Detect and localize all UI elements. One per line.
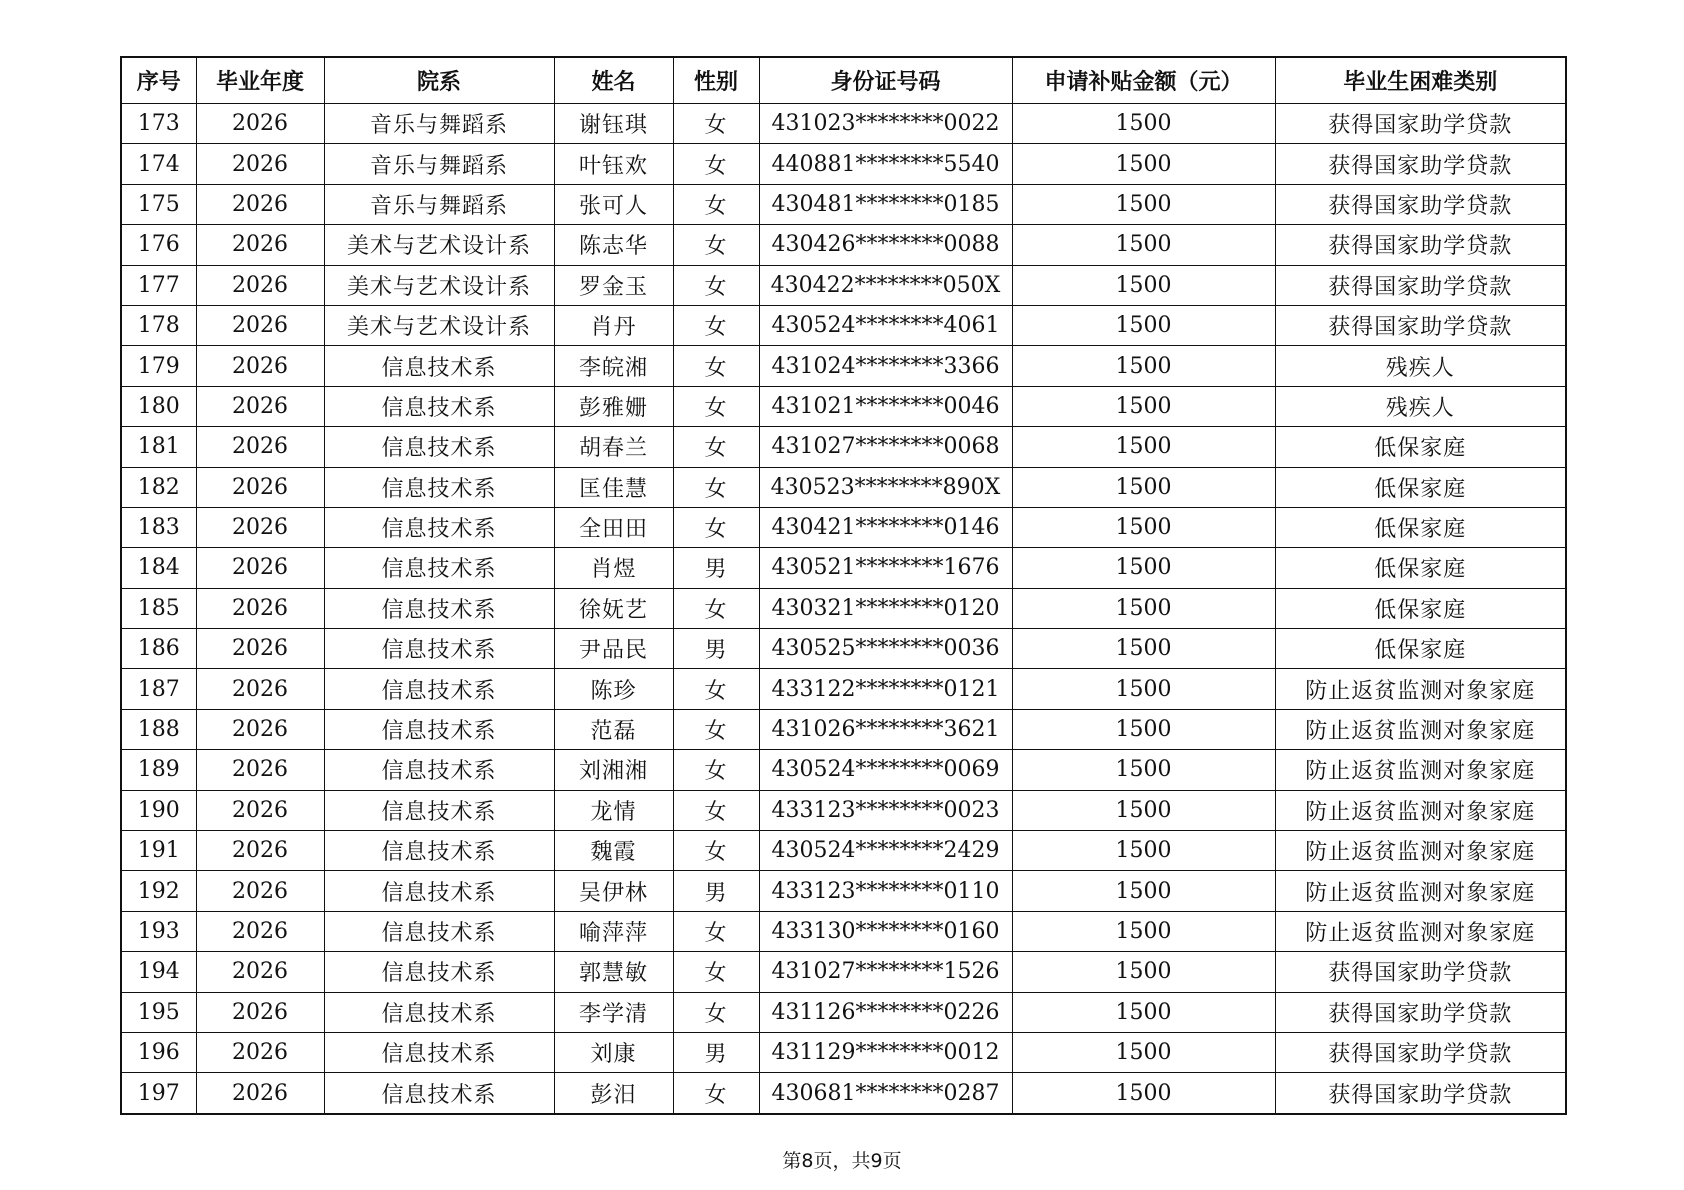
cell-department: 信息技术系 xyxy=(324,1032,554,1072)
cell-id-number: 431023********0022 xyxy=(759,104,1012,144)
cell-index: 197 xyxy=(121,1073,196,1114)
cell-department: 信息技术系 xyxy=(324,346,554,386)
cell-department: 信息技术系 xyxy=(324,629,554,669)
cell-gender: 女 xyxy=(673,305,759,345)
cell-difficulty-category: 获得国家助学贷款 xyxy=(1275,144,1566,184)
cell-subsidy-amount: 1500 xyxy=(1012,1032,1275,1072)
cell-department: 信息技术系 xyxy=(324,952,554,992)
cell-id-number: 431027********1526 xyxy=(759,952,1012,992)
cell-subsidy-amount: 1500 xyxy=(1012,709,1275,749)
cell-difficulty-category: 低保家庭 xyxy=(1275,629,1566,669)
cell-subsidy-amount: 1500 xyxy=(1012,548,1275,588)
cell-id-number: 431026********3621 xyxy=(759,709,1012,749)
cell-index: 189 xyxy=(121,750,196,790)
cell-gender: 女 xyxy=(673,265,759,305)
cell-index: 180 xyxy=(121,386,196,426)
cell-grad-year: 2026 xyxy=(196,346,324,386)
cell-gender: 女 xyxy=(673,709,759,749)
cell-grad-year: 2026 xyxy=(196,709,324,749)
cell-gender: 女 xyxy=(673,831,759,871)
cell-grad-year: 2026 xyxy=(196,831,324,871)
cell-difficulty-category: 获得国家助学贷款 xyxy=(1275,225,1566,265)
cell-difficulty-category: 获得国家助学贷款 xyxy=(1275,1032,1566,1072)
cell-department: 信息技术系 xyxy=(324,871,554,911)
cell-difficulty-category: 获得国家助学贷款 xyxy=(1275,1073,1566,1114)
cell-subsidy-amount: 1500 xyxy=(1012,184,1275,224)
cell-gender: 女 xyxy=(673,225,759,265)
cell-index: 193 xyxy=(121,911,196,951)
cell-department: 美术与艺术设计系 xyxy=(324,305,554,345)
cell-subsidy-amount: 1500 xyxy=(1012,346,1275,386)
cell-difficulty-category: 防止返贫监测对象家庭 xyxy=(1275,831,1566,871)
cell-index: 184 xyxy=(121,548,196,588)
cell-gender: 女 xyxy=(673,144,759,184)
cell-id-number: 431126********0226 xyxy=(759,992,1012,1032)
cell-index: 191 xyxy=(121,831,196,871)
cell-department: 信息技术系 xyxy=(324,1073,554,1114)
cell-id-number: 430521********1676 xyxy=(759,548,1012,588)
cell-id-number: 430421********0146 xyxy=(759,507,1012,547)
cell-index: 187 xyxy=(121,669,196,709)
cell-grad-year: 2026 xyxy=(196,144,324,184)
cell-id-number: 433123********0023 xyxy=(759,790,1012,830)
cell-department: 美术与艺术设计系 xyxy=(324,225,554,265)
cell-subsidy-amount: 1500 xyxy=(1012,790,1275,830)
cell-grad-year: 2026 xyxy=(196,992,324,1032)
cell-subsidy-amount: 1500 xyxy=(1012,952,1275,992)
cell-subsidy-amount: 1500 xyxy=(1012,911,1275,951)
header-difficulty-category: 毕业生困难类别 xyxy=(1275,57,1566,104)
cell-name: 叶钰欢 xyxy=(554,144,673,184)
cell-name: 肖丹 xyxy=(554,305,673,345)
cell-index: 174 xyxy=(121,144,196,184)
cell-department: 信息技术系 xyxy=(324,669,554,709)
cell-name: 郭慧敏 xyxy=(554,952,673,992)
cell-id-number: 433130********0160 xyxy=(759,911,1012,951)
cell-difficulty-category: 防止返贫监测对象家庭 xyxy=(1275,790,1566,830)
cell-gender: 男 xyxy=(673,1032,759,1072)
cell-subsidy-amount: 1500 xyxy=(1012,629,1275,669)
cell-name: 龙情 xyxy=(554,790,673,830)
cell-department: 信息技术系 xyxy=(324,467,554,507)
cell-name: 喻萍萍 xyxy=(554,911,673,951)
table-row xyxy=(121,427,1566,467)
table-row xyxy=(121,548,1566,588)
cell-index: 186 xyxy=(121,629,196,669)
cell-index: 177 xyxy=(121,265,196,305)
cell-name: 罗金玉 xyxy=(554,265,673,305)
cell-id-number: 433123********0110 xyxy=(759,871,1012,911)
table-row xyxy=(121,1073,1566,1114)
cell-department: 信息技术系 xyxy=(324,548,554,588)
table-row xyxy=(121,386,1566,426)
cell-department: 信息技术系 xyxy=(324,992,554,1032)
header-subsidy-amount: 申请补贴金额（元） xyxy=(1012,57,1275,104)
cell-subsidy-amount: 1500 xyxy=(1012,831,1275,871)
cell-id-number: 430523********890X xyxy=(759,467,1012,507)
cell-id-number: 440881********5540 xyxy=(759,144,1012,184)
page-number: 第8页，共9页 xyxy=(782,1150,902,1172)
cell-subsidy-amount: 1500 xyxy=(1012,1073,1275,1114)
cell-index: 192 xyxy=(121,871,196,911)
cell-department: 音乐与舞蹈系 xyxy=(324,184,554,224)
cell-index: 185 xyxy=(121,588,196,628)
cell-grad-year: 2026 xyxy=(196,669,324,709)
table-row xyxy=(121,790,1566,830)
cell-department: 信息技术系 xyxy=(324,386,554,426)
table-row xyxy=(121,709,1566,749)
cell-index: 175 xyxy=(121,184,196,224)
cell-name: 彭雅姗 xyxy=(554,386,673,426)
cell-difficulty-category: 获得国家助学贷款 xyxy=(1275,265,1566,305)
table-row xyxy=(121,588,1566,628)
cell-department: 信息技术系 xyxy=(324,507,554,547)
cell-subsidy-amount: 1500 xyxy=(1012,265,1275,305)
cell-grad-year: 2026 xyxy=(196,1032,324,1072)
cell-gender: 女 xyxy=(673,911,759,951)
cell-subsidy-amount: 1500 xyxy=(1012,305,1275,345)
cell-name: 陈志华 xyxy=(554,225,673,265)
cell-index: 183 xyxy=(121,507,196,547)
cell-gender: 女 xyxy=(673,750,759,790)
cell-grad-year: 2026 xyxy=(196,911,324,951)
cell-gender: 女 xyxy=(673,588,759,628)
cell-difficulty-category: 获得国家助学贷款 xyxy=(1275,992,1566,1032)
cell-grad-year: 2026 xyxy=(196,305,324,345)
cell-index: 181 xyxy=(121,427,196,467)
header-row xyxy=(121,57,1566,104)
cell-difficulty-category: 低保家庭 xyxy=(1275,588,1566,628)
cell-subsidy-amount: 1500 xyxy=(1012,104,1275,144)
cell-name: 匡佳慧 xyxy=(554,467,673,507)
cell-id-number: 430681********0287 xyxy=(759,1073,1012,1114)
cell-id-number: 430321********0120 xyxy=(759,588,1012,628)
cell-grad-year: 2026 xyxy=(196,386,324,426)
cell-subsidy-amount: 1500 xyxy=(1012,144,1275,184)
cell-name: 徐妩艺 xyxy=(554,588,673,628)
cell-name: 范磊 xyxy=(554,709,673,749)
cell-index: 190 xyxy=(121,790,196,830)
cell-department: 信息技术系 xyxy=(324,588,554,628)
cell-grad-year: 2026 xyxy=(196,790,324,830)
table-row xyxy=(121,507,1566,547)
cell-subsidy-amount: 1500 xyxy=(1012,225,1275,265)
table-row xyxy=(121,305,1566,345)
cell-id-number: 430422********050X xyxy=(759,265,1012,305)
cell-index: 176 xyxy=(121,225,196,265)
cell-grad-year: 2026 xyxy=(196,629,324,669)
cell-gender: 男 xyxy=(673,871,759,911)
cell-grad-year: 2026 xyxy=(196,104,324,144)
cell-id-number: 430426********0088 xyxy=(759,225,1012,265)
table-row xyxy=(121,1032,1566,1072)
cell-name: 彭汨 xyxy=(554,1073,673,1114)
cell-index: 195 xyxy=(121,992,196,1032)
cell-subsidy-amount: 1500 xyxy=(1012,427,1275,467)
cell-id-number: 430525********0036 xyxy=(759,629,1012,669)
cell-gender: 女 xyxy=(673,104,759,144)
cell-grad-year: 2026 xyxy=(196,750,324,790)
table-row xyxy=(121,750,1566,790)
cell-subsidy-amount: 1500 xyxy=(1012,386,1275,426)
cell-grad-year: 2026 xyxy=(196,588,324,628)
cell-difficulty-category: 低保家庭 xyxy=(1275,467,1566,507)
cell-gender: 女 xyxy=(673,669,759,709)
cell-id-number: 430481********0185 xyxy=(759,184,1012,224)
cell-difficulty-category: 获得国家助学贷款 xyxy=(1275,104,1566,144)
header-grad-year: 毕业年度 xyxy=(196,57,324,104)
cell-gender: 女 xyxy=(673,507,759,547)
cell-subsidy-amount: 1500 xyxy=(1012,750,1275,790)
subsidy-table xyxy=(120,56,1567,1115)
cell-department: 信息技术系 xyxy=(324,911,554,951)
cell-id-number: 431129********0012 xyxy=(759,1032,1012,1072)
cell-difficulty-category: 防止返贫监测对象家庭 xyxy=(1275,750,1566,790)
header-index: 序号 xyxy=(121,57,196,104)
cell-difficulty-category: 残疾人 xyxy=(1275,386,1566,426)
cell-grad-year: 2026 xyxy=(196,467,324,507)
cell-difficulty-category: 防止返贫监测对象家庭 xyxy=(1275,669,1566,709)
cell-difficulty-category: 低保家庭 xyxy=(1275,548,1566,588)
cell-gender: 男 xyxy=(673,629,759,669)
table-row xyxy=(121,346,1566,386)
cell-name: 谢钰琪 xyxy=(554,104,673,144)
table-body xyxy=(121,104,1566,1114)
cell-name: 肖煜 xyxy=(554,548,673,588)
cell-difficulty-category: 获得国家助学贷款 xyxy=(1275,184,1566,224)
table-row xyxy=(121,669,1566,709)
cell-department: 信息技术系 xyxy=(324,790,554,830)
cell-subsidy-amount: 1500 xyxy=(1012,467,1275,507)
table-row xyxy=(121,104,1566,144)
cell-gender: 女 xyxy=(673,386,759,426)
header-department: 院系 xyxy=(324,57,554,104)
cell-name: 尹品民 xyxy=(554,629,673,669)
cell-name: 陈珍 xyxy=(554,669,673,709)
header-gender: 性别 xyxy=(673,57,759,104)
cell-gender: 男 xyxy=(673,548,759,588)
table-row xyxy=(121,144,1566,184)
cell-index: 182 xyxy=(121,467,196,507)
cell-gender: 女 xyxy=(673,1073,759,1114)
cell-index: 179 xyxy=(121,346,196,386)
cell-difficulty-category: 防止返贫监测对象家庭 xyxy=(1275,911,1566,951)
cell-subsidy-amount: 1500 xyxy=(1012,871,1275,911)
cell-gender: 女 xyxy=(673,467,759,507)
cell-grad-year: 2026 xyxy=(196,265,324,305)
cell-department: 美术与艺术设计系 xyxy=(324,265,554,305)
cell-id-number: 431024********3366 xyxy=(759,346,1012,386)
cell-index: 194 xyxy=(121,952,196,992)
table-row xyxy=(121,952,1566,992)
table-row xyxy=(121,992,1566,1032)
cell-index: 188 xyxy=(121,709,196,749)
cell-name: 刘湘湘 xyxy=(554,750,673,790)
cell-difficulty-category: 防止返贫监测对象家庭 xyxy=(1275,709,1566,749)
cell-subsidy-amount: 1500 xyxy=(1012,507,1275,547)
cell-id-number: 430524********0069 xyxy=(759,750,1012,790)
cell-department: 信息技术系 xyxy=(324,831,554,871)
table-row xyxy=(121,184,1566,224)
cell-name: 刘康 xyxy=(554,1032,673,1072)
cell-department: 信息技术系 xyxy=(324,750,554,790)
cell-name: 李学清 xyxy=(554,992,673,1032)
cell-name: 全田田 xyxy=(554,507,673,547)
cell-subsidy-amount: 1500 xyxy=(1012,992,1275,1032)
header-name: 姓名 xyxy=(554,57,673,104)
cell-grad-year: 2026 xyxy=(196,548,324,588)
cell-id-number: 431021********0046 xyxy=(759,386,1012,426)
cell-name: 吴伊林 xyxy=(554,871,673,911)
cell-index: 178 xyxy=(121,305,196,345)
header-id-number: 身份证号码 xyxy=(759,57,1012,104)
table-row xyxy=(121,225,1566,265)
table-row xyxy=(121,467,1566,507)
cell-gender: 女 xyxy=(673,992,759,1032)
cell-index: 196 xyxy=(121,1032,196,1072)
cell-id-number: 430524********2429 xyxy=(759,831,1012,871)
cell-index: 173 xyxy=(121,104,196,144)
cell-grad-year: 2026 xyxy=(196,1073,324,1114)
table-header xyxy=(121,57,1566,104)
cell-subsidy-amount: 1500 xyxy=(1012,669,1275,709)
table-row xyxy=(121,629,1566,669)
table-row xyxy=(121,871,1566,911)
cell-grad-year: 2026 xyxy=(196,507,324,547)
cell-difficulty-category: 防止返贫监测对象家庭 xyxy=(1275,871,1566,911)
cell-difficulty-category: 低保家庭 xyxy=(1275,507,1566,547)
cell-department: 信息技术系 xyxy=(324,709,554,749)
cell-name: 魏霞 xyxy=(554,831,673,871)
cell-name: 李皖湘 xyxy=(554,346,673,386)
cell-name: 张可人 xyxy=(554,184,673,224)
cell-department: 信息技术系 xyxy=(324,427,554,467)
cell-grad-year: 2026 xyxy=(196,427,324,467)
cell-gender: 女 xyxy=(673,427,759,467)
cell-id-number: 430524********4061 xyxy=(759,305,1012,345)
cell-grad-year: 2026 xyxy=(196,225,324,265)
cell-difficulty-category: 残疾人 xyxy=(1275,346,1566,386)
table-row xyxy=(121,265,1566,305)
table-row xyxy=(121,911,1566,951)
cell-gender: 女 xyxy=(673,952,759,992)
table-row xyxy=(121,831,1566,871)
cell-gender: 女 xyxy=(673,184,759,224)
cell-difficulty-category: 获得国家助学贷款 xyxy=(1275,305,1566,345)
cell-difficulty-category: 低保家庭 xyxy=(1275,427,1566,467)
cell-id-number: 433122********0121 xyxy=(759,669,1012,709)
cell-id-number: 431027********0068 xyxy=(759,427,1012,467)
cell-gender: 女 xyxy=(673,790,759,830)
cell-grad-year: 2026 xyxy=(196,184,324,224)
cell-difficulty-category: 获得国家助学贷款 xyxy=(1275,952,1566,992)
cell-department: 音乐与舞蹈系 xyxy=(324,144,554,184)
cell-name: 胡春兰 xyxy=(554,427,673,467)
cell-department: 音乐与舞蹈系 xyxy=(324,104,554,144)
cell-grad-year: 2026 xyxy=(196,871,324,911)
cell-grad-year: 2026 xyxy=(196,952,324,992)
cell-subsidy-amount: 1500 xyxy=(1012,588,1275,628)
cell-gender: 女 xyxy=(673,346,759,386)
